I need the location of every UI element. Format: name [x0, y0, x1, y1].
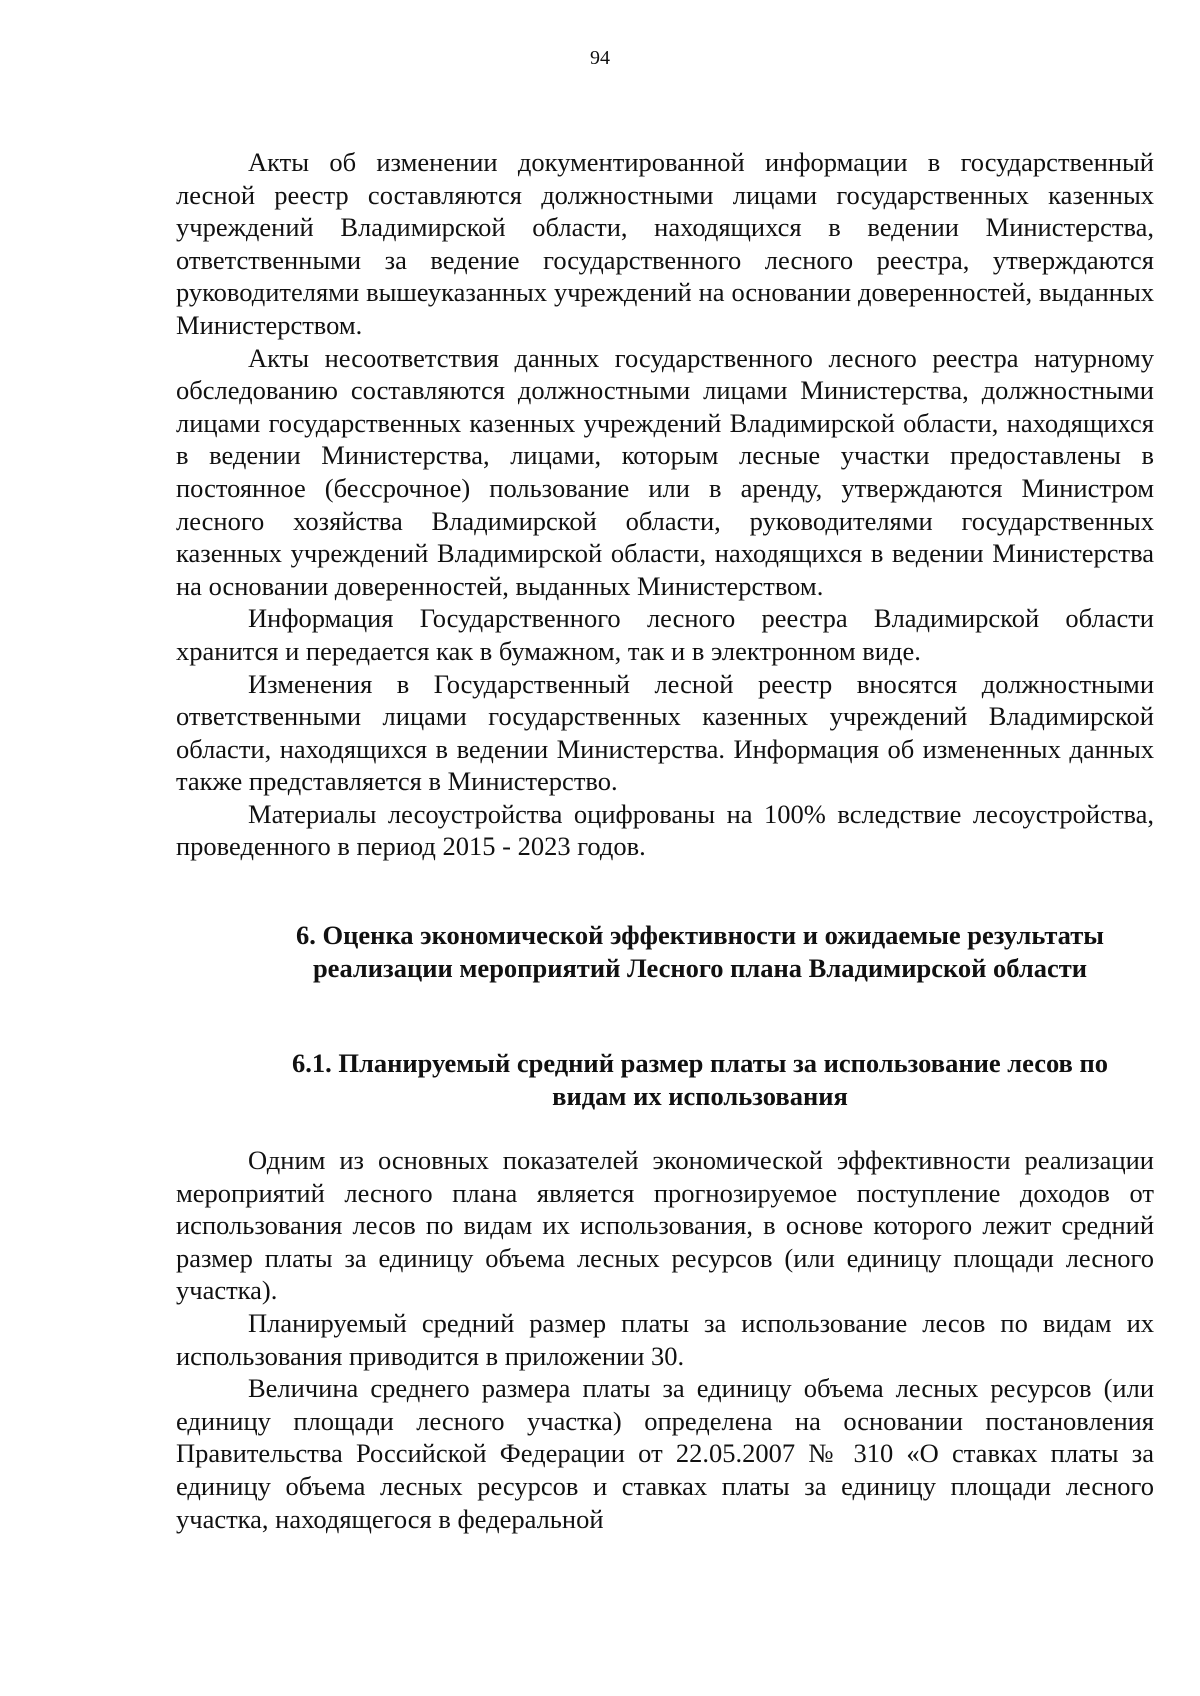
section-heading-line-2: реализации мероприятий Лесного плана Владимирской области — [312, 953, 1088, 984]
paragraph-acts-mismatch: Акты несоответствия данных государственного лесного реестра натурному обследованию составляются должностными лицами Министерства, должностными лицами государственных казенных учреждений Владимирской области, находящихся в ведении Министерства, лицами, которым лесные участки предоставлены в постоянное (бессрочное) пользование или в аренду, утверждаются Министром лесного хозяйства Владимирской области, руководителями государственных казенных учреждений Владимирской области, находящихся в ведении Министерства на основании доверенностей, выданных Министерством. — [176, 342, 1154, 601]
paragraph-economic-indicators: Одним из основных показателей экономической эффективности реализации мероприятий лесного плана является прогнозируемое поступление доходов от использования лесов по видам их использования, в основе которого лежит средний размер платы за единицу объема лесных ресурсов (или единицу площади лесного участка). — [176, 1145, 1154, 1306]
subsection-heading-line-2: видам их использования — [552, 1081, 848, 1112]
page-number: 94 — [590, 47, 610, 69]
paragraph-registry-storage: Информация Государственного лесного реестра Владимирской области хранится и передается как в бумажном, так и в электронном виде. — [176, 603, 1154, 666]
section-heading — [176, 919, 1154, 985]
document-body — [176, 146, 1154, 1535]
section-heading-line-1: 6. Оценка экономической эффективности и ожидаемые результаты — [296, 920, 1104, 951]
paragraph-payment-rates: Величина среднего размера платы за единицу объема лесных ресурсов (или единицу площади лесного участка) определена на основании постановления Правительства Российской Федерации от 22.05.2007 № 310 «О ставках платы за единицу объема лесных ресурсов и ставках платы за единицу площади лесного участка, находящегося в федеральной — [176, 1373, 1154, 1534]
paragraph-appendix-reference: Планируемый средний размер платы за использование лесов по видам их использования приводится в приложении 30. — [176, 1308, 1154, 1371]
subsection-heading-line-1: 6.1. Планируемый средний размер платы за использование лесов по — [291, 1048, 1108, 1079]
subsection-heading — [176, 1047, 1154, 1113]
paragraph-digitized-materials: Материалы лесоустройства оцифрованы на 100% вследствие лесоустройства, проведенного в период 2015 - 2023 годов. — [176, 798, 1154, 862]
paragraph-registry-changes: Изменения в Государственный лесной реестр вносятся должностными ответственными лицами государственных казенных учреждений Владимирской области, находящихся в ведении Министерства. Информация об измененных данных также представляется в Министерство. — [176, 668, 1154, 797]
paragraph-acts-changes: Акты об изменении документированной информации в государственный лесной реестр составляются должностными лицами государственных казенных учреждений Владимирской области, находящихся в ведении Министерства, ответственными за ведение государственного лесного реестра, утверждаются руководителями вышеуказанных учреждений на основании доверенностей, выданных Министерством. — [176, 147, 1154, 340]
